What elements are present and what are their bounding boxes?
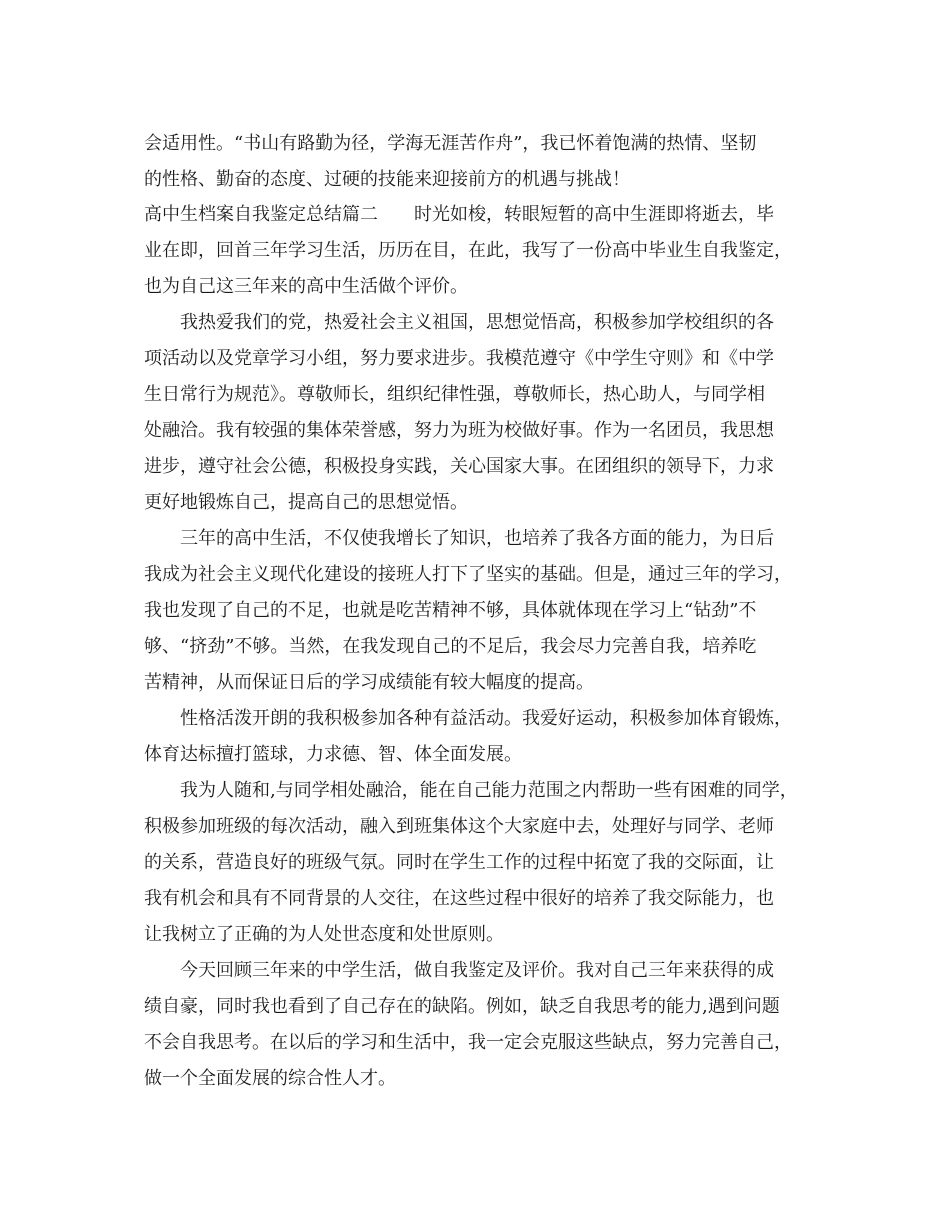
section-heading-line: 高中生档案自我鉴定总结篇二 时光如梭，转眼短暂的高中生涯即将逝去，毕 [144,204,774,225]
text-line: 更好地锻炼自己，提高自己的思想觉悟。 [144,492,468,513]
text-line: 进步，遵守社会公德，积极投身实践，关心国家大事。在团组织的领导下，力求 [144,456,774,477]
text-line: 处融洽。我有较强的集体荣誉感，努力为班为校做好事。作为一名团员，我思想 [144,420,774,441]
text-line: 项活动以及党章学习小组，努力要求进步。我模范遵守《中学生守则》和《中学 [144,348,774,369]
text-line: 苦精神，从而保证日后的学习成绩能有较大幅度的提高。 [144,672,594,693]
text-line: 我也发现了自己的不足，也就是吃苦精神不够，具体就体现在学习上“钻劲”不 [144,600,757,621]
text-line: 不会自我思考。在以后的学习和生活中，我一定会克服这些缺点，努力完善自己， [144,1032,792,1053]
text-line: 我有机会和具有不同背景的人交往，在这些过程中很好的培养了我交际能力，也 [144,888,774,909]
text-line: 做一个全面发展的综合性人才。 [144,1068,396,1089]
text-line: 也为自己这三年来的高中生活做个评价。 [144,276,468,297]
paragraph-first-line: 性格活泼开朗的我积极参加各种有益活动。我爱好运动，积极参加体育锻炼， [180,708,792,729]
text-line: 的关系，营造良好的班级气氛。同时在学生工作的过程中拓宽了我的交际面，让 [144,852,774,873]
paragraph-first-line: 今天回顾三年来的中学生活，做自我鉴定及评价。我对自己三年来获得的成 [180,960,774,981]
text-line: 生日常行为规范》。尊敬师长，组织纪律性强，尊敬师长，热心助人，与同学相 [144,384,765,405]
text-line: 积极参加班级的每次活动，融入到班集体这个大家庭中去，处理好与同学、老师 [144,816,774,837]
text-line: 的性格、勤奋的态度、过硬的技能来迎接前方的机遇与挑战！ [144,169,630,190]
text-line: 绩自豪，同时我也看到了自己存在的缺陷。例如，缺乏自我思考的能力,遇到问题 [144,996,780,1017]
text-line: 让我树立了正确的为人处世态度和处世原则。 [144,924,504,945]
paragraph-first-line: 我热爱我们的党，热爱社会主义祖国，思想觉悟高，积极参加学校组织的各 [180,312,774,333]
text-line: 我成为社会主义现代化建设的接班人打下了坚实的基础。但是，通过三年的学习， [144,564,792,585]
text-line: 够、“挤劲”不够。当然，在我发现自己的不足后，我会尽力完善自我，培养吃 [144,636,757,657]
text-line: 体育达标擅打篮球，力求德、智、体全面发展。 [144,744,522,765]
paragraph-first-line: 三年的高中生活，不仅使我增长了知识，也培养了我各方面的能力，为日后 [180,528,774,549]
text-line: 业在即，回首三年学习生活，历历在目，在此，我写了一份高中毕业生自我鉴定， [144,240,792,261]
paragraph-first-line: 我为人随和,与同学相处融洽，能在自己能力范围之内帮助一些有困难的同学， [180,780,798,801]
text-line: 会适用性。“书山有路勤为径，学海无涯苦作舟”，我已怀着饱满的热情、坚韧 [144,133,757,154]
